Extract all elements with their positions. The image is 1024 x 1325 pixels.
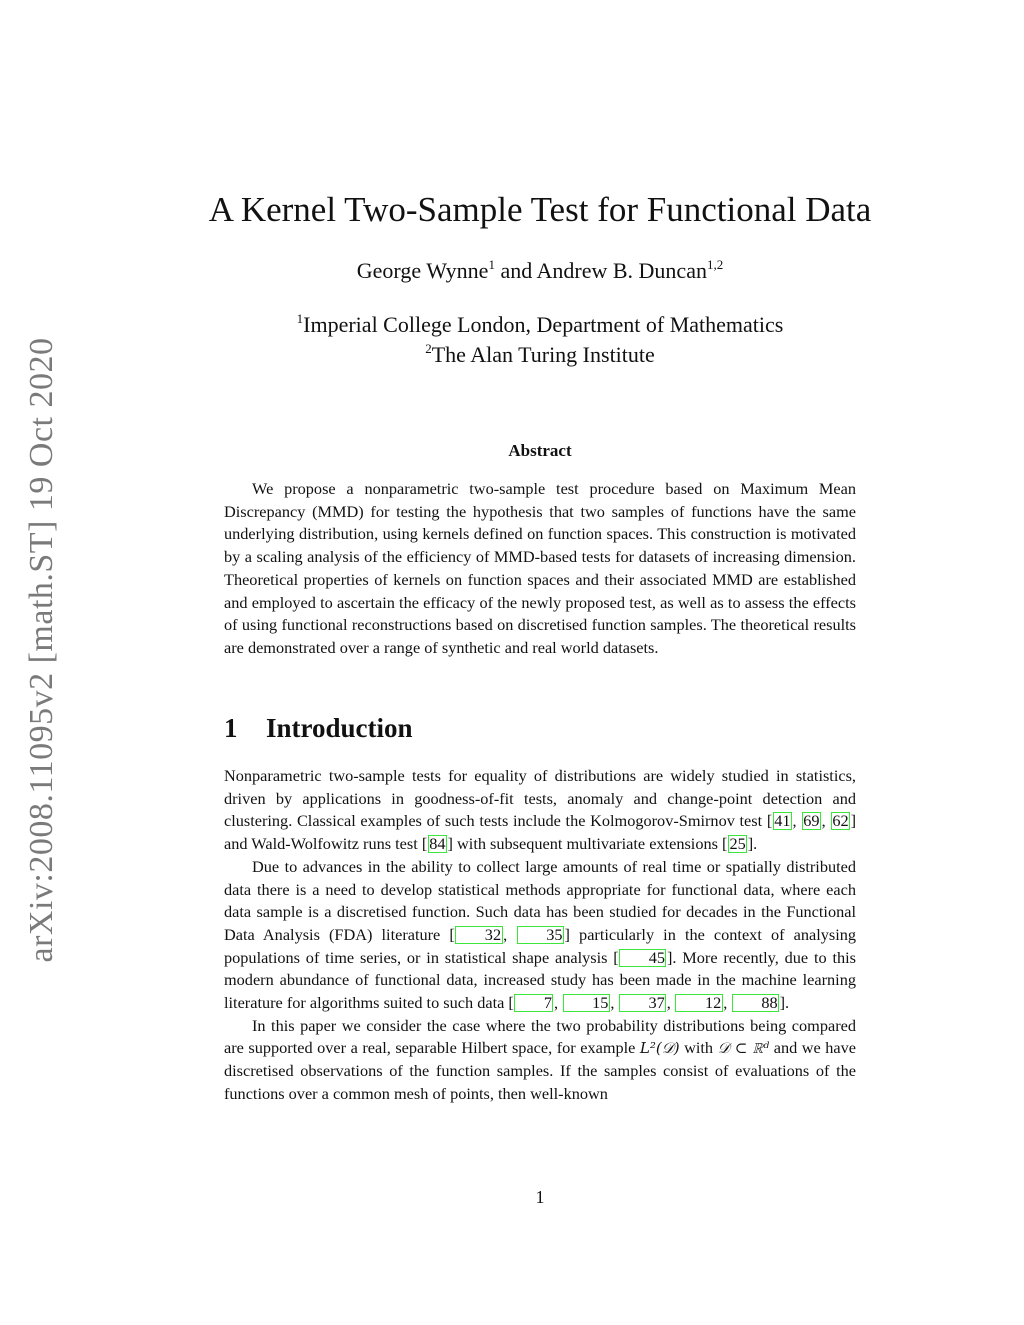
paragraph-text: ]. More recently, due to this modern abundance of functional data, increased study has been made in the machine learning literature for algorithms suited to such data [ (224, 947, 856, 1013)
arxiv-side-stamp: arXiv:2008.11095v2 [math.ST] 19 Oct 2020 (23, 337, 60, 963)
section-heading (224, 713, 413, 744)
affiliations (0, 310, 1024, 370)
paragraph: Due to advances in the ability to collect large amounts of real time or spatially distributed data there is a need to develop statistical methods appropriate for functional data, where each data sample is a discretised function. Such data has been studied for decades in the Functional Data Analysis (FDA) literature [ 32 , 35 ] particularly in the context of analysing populations of time series, or in statistical shape analysis [ 45 ]. More recently, due to this modern abundance of functional data, increased study has been made in the machine learning literature for algorithms suited to such data [ 7 , 15 , 37 , 12 , 88 ]. (224, 856, 856, 1013)
paper-title: A Kernel Two-Sample Test for Functional Data (208, 190, 872, 229)
paragraph-text: Nonparametric two-sample tests for equality of distributions are widely studied in statistics, driven by applications in goodness-of-fit tests, anomaly and change-point detection and clustering. Classical examples of such tests include the Kolmogorov-Smirnov test [ (224, 766, 856, 831)
citation-link[interactable]: 7 (514, 994, 553, 1012)
citation-link[interactable]: 69 (803, 811, 820, 831)
citation-link[interactable]: 37 (619, 994, 666, 1012)
abstract-heading: Abstract (508, 441, 572, 460)
author-line (0, 258, 1024, 284)
author-affil-sup: 1,2 (706, 257, 724, 272)
paragraph-text: with (679, 1038, 718, 1058)
paragraph-text: ] and Wald-Wolfowitz runs test [ (224, 811, 857, 854)
paragraph-text: Due to advances in the ability to collect large amounts of real time or spatially distributed data there is a need to develop statistical methods appropriate for functional data, where each data sample is a discretised function. Such data has been studied for decades in the Functional Data Analysis (FDA) literature [ (224, 856, 856, 944)
citation-link[interactable]: 41 (774, 811, 791, 831)
affiliation-sup: 1 (296, 311, 304, 326)
citation-link[interactable]: 84 (429, 834, 446, 854)
author-name: Andrew B. Duncan (536, 258, 707, 283)
affiliation-sup: 2 (425, 341, 432, 356)
author-conjunction: and (494, 258, 537, 283)
introduction-body (224, 765, 856, 1106)
page-number: 1 (535, 1187, 545, 1207)
abstract-body: We propose a nonparametric two-sample test procedure based on Maximum Mean Discrepancy (MMD) for testing the hypothesis that two samples of functions have the same underlying distribution, using kernels defined on function spaces. This construction is motivated by a scaling analysis of the efficiency of MMD-based tests for datasets of increasing dimension. Theoretical properties of kernels on function spaces and their associated MMD are established and employed to ascertain the efficacy of the newly proposed test, as well as to assess the effects of using functional reconstructions based on discretised function samples. The theoretical results are demonstrated over a range of synthetic and real world datasets. (224, 479, 856, 657)
affiliation-line (0, 310, 1024, 340)
paragraph-text: ] particularly in the context of analysing populations of time series, or in statistical shape analysis [ (224, 924, 856, 967)
math-expression: L²(𝒟) (639, 1039, 680, 1058)
citation-link[interactable]: 45 (619, 949, 666, 967)
author-name: George Wynne (356, 258, 489, 283)
paragraph-text: ]. (747, 834, 758, 854)
math-expression: 𝒟 ⊂ ℝᵈ (717, 1039, 770, 1058)
affiliation-text: Imperial College London, Department of Mathematics (303, 312, 784, 337)
section-number: 1 (224, 713, 238, 743)
author-affil-sup: 1 (488, 257, 495, 272)
paragraph-text: and we have discretised observations of the function samples. If the samples consist of evaluations of the functions over a common mesh of points, then well-known (224, 1038, 856, 1103)
section-title: Introduction (266, 713, 413, 743)
citation-link[interactable]: 62 (832, 811, 849, 831)
paragraph (224, 1015, 856, 1106)
paragraph-text: In this paper we consider the case where the two probability distributions being compared are supported over a real, separable Hilbert space, for example (224, 1015, 856, 1058)
affiliation-line (0, 340, 1024, 370)
paragraph-text: ]. (779, 993, 790, 1013)
citation-link[interactable]: 15 (563, 994, 610, 1012)
paragraph: Nonparametric two-sample tests for equality of distributions are widely studied in statistics, driven by applications in goodness-of-fit tests, anomaly and change-point detection and clustering. Classical examples of such tests include the Kolmogorov-Smirnov test [ 41 , 69 , 62 ] and Wald-Wolfowitz runs test [ 84 ] with subsequent multivariate extensions [ 25 ]. (224, 766, 857, 854)
citation-link[interactable]: 32 (455, 926, 502, 944)
paragraph-text: ] with subsequent multivariate extensions [ (447, 834, 728, 854)
citation-link[interactable]: 35 (517, 926, 564, 944)
citation-link[interactable]: 25 (729, 834, 746, 854)
affiliation-text: The Alan Turing Institute (431, 342, 655, 367)
citation-link[interactable]: 88 (732, 994, 779, 1012)
citation-link[interactable]: 12 (675, 994, 722, 1012)
